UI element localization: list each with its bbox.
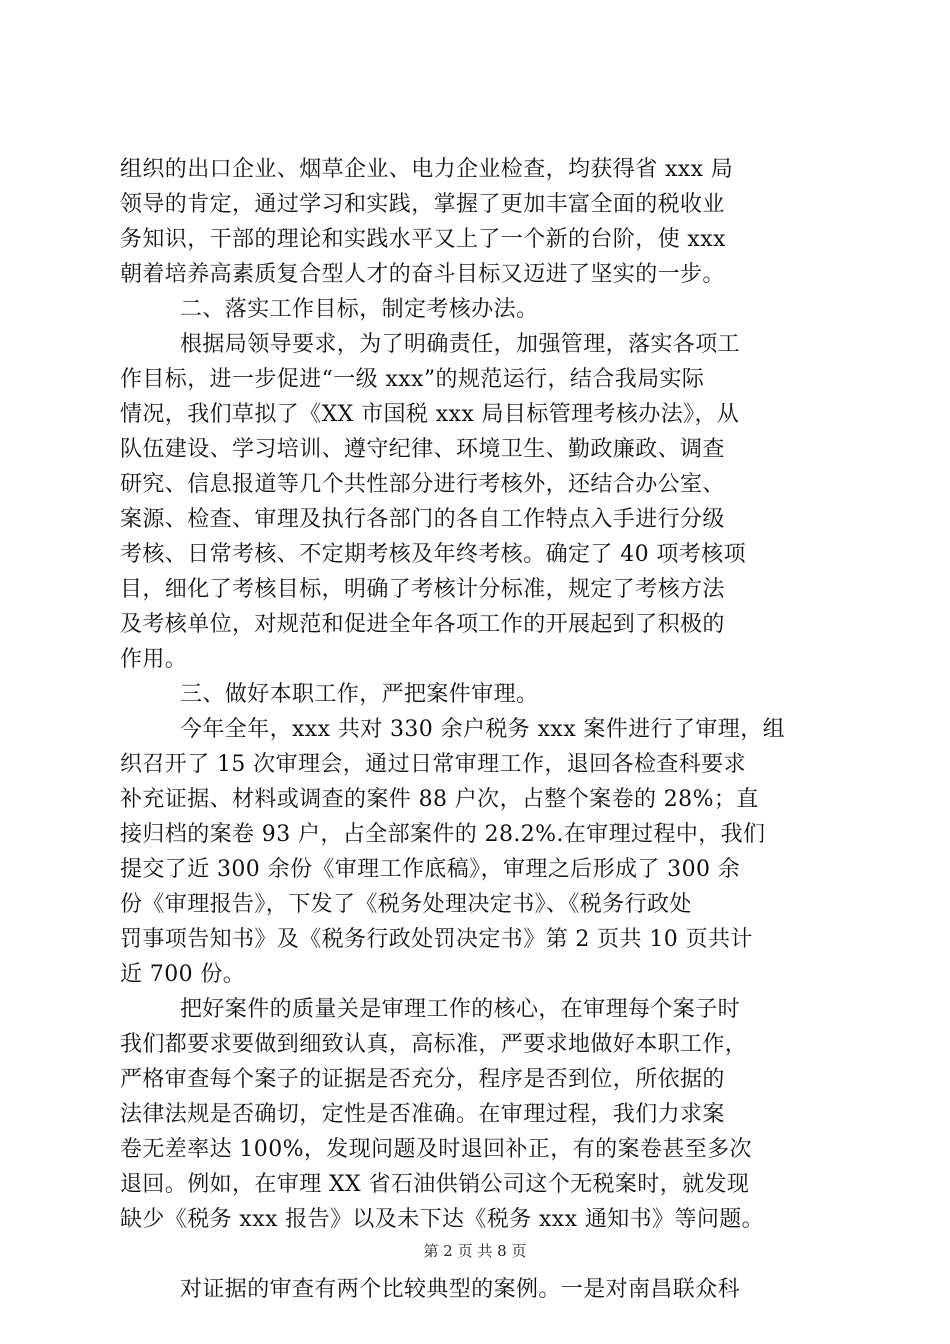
section-heading: 三、做好本职工作，严把案件审理。 <box>180 682 539 707</box>
text-line: 及考核单位，对规范和促进全年各项工作的开展起到了积极的 <box>120 612 725 637</box>
text-line: 务知识，干部的理论和实践水平又上了一个新的台阶，使 xxx <box>120 227 726 252</box>
text-line: 考核、日常考核、不定期考核及年终考核。确定了 40 项考核项 <box>120 542 746 567</box>
text-line: 作用。 <box>120 647 188 672</box>
text-line: 织召开了 15 次审理会，通过日常审理工作，退回各检查科要求 <box>120 752 746 777</box>
text-line: 组织的出口企业、烟草企业、电力企业检查，均获得省 xxx 局 <box>120 157 734 182</box>
text-line: 接归档的案卷 93 户，占全部案件的 28.2%.在审理过程中，我们 <box>120 822 766 847</box>
text-line: 朝着培养高素质复合型人才的奋斗目标又迈进了坚实的一步。 <box>120 262 725 287</box>
text-line: 份《审理报告》，下发了《税务处理决定书》、《税务行政处 <box>120 892 692 917</box>
text-line: 队伍建设、学习培训、遵守纪律、环境卫生、勤政廉政、调查 <box>120 437 725 462</box>
text-line: 近 700 份。 <box>120 962 246 987</box>
text-line: 把好案件的质量关是审理工作的核心，在审理每个案子时 <box>180 997 741 1022</box>
text-line: 罚事项告知书》及《税务行政处罚决定书》第 2 页共 10 页共计 <box>120 927 753 952</box>
text-line: 法律法规是否确切，定性是否准确。在审理过程，我们力求案 <box>120 1102 725 1127</box>
text-line: 提交了近 300 余份《审理工作底稿》，审理之后形成了 300 余 <box>120 857 741 882</box>
text-line: 我们都要求要做到细致认真，高标准，严要求地做好本职工作， <box>120 1032 748 1057</box>
text-line: 缺少《税务 xxx 报告》以及未下达《税务 xxx 通知书》等问题。 <box>120 1207 765 1232</box>
section-heading: 二、落实工作目标，制定考核办法。 <box>180 297 539 322</box>
text-line: 目，细化了考核目标，明确了考核计分标准，规定了考核方法 <box>120 577 725 602</box>
text-line: 卷无差率达 100%，发现问题及时退回补正，有的案卷甚至多次 <box>120 1137 752 1162</box>
text-line: 严格审查每个案子的证据是否充分，程序是否到位，所依据的 <box>120 1067 725 1092</box>
text-line: 作目标，进一步促进“一级 xxx”的规范运行，结合我局实际 <box>120 367 705 392</box>
text-line: 研究、信息报道等几个共性部分进行考核外，还结合办公室、 <box>120 472 725 497</box>
text-line: 补充证据、材料或调查的案件 88 户次，占整个案卷的 28%；直 <box>120 787 759 812</box>
text-line: 案源、检查、审理及执行各部门的各自工作特点入手进行分级 <box>120 507 725 532</box>
document-body <box>120 152 832 1307</box>
text-line: 情况，我们草拟了《XX 市国税 xxx 局目标管理考核办法》，从 <box>120 402 740 427</box>
text-line: 今年全年，xxx 共对 330 余户税务 xxx 案件进行了审理，组 <box>180 717 786 742</box>
text-line: 退回。例如，在审理 XX 省石油供销公司这个无税案时，就发现 <box>120 1172 750 1197</box>
text-line: 对证据的审查有两个比较典型的案例。一是对南昌联众科 <box>180 1277 741 1302</box>
text-line: 领导的肯定，通过学习和实践，掌握了更加丰富全面的税收业 <box>120 192 725 217</box>
text-line: 根据局领导要求，为了明确责任，加强管理，落实各项工 <box>180 332 741 357</box>
page-number-footer: 第 2 页 共 8 页 <box>423 1242 527 1260</box>
